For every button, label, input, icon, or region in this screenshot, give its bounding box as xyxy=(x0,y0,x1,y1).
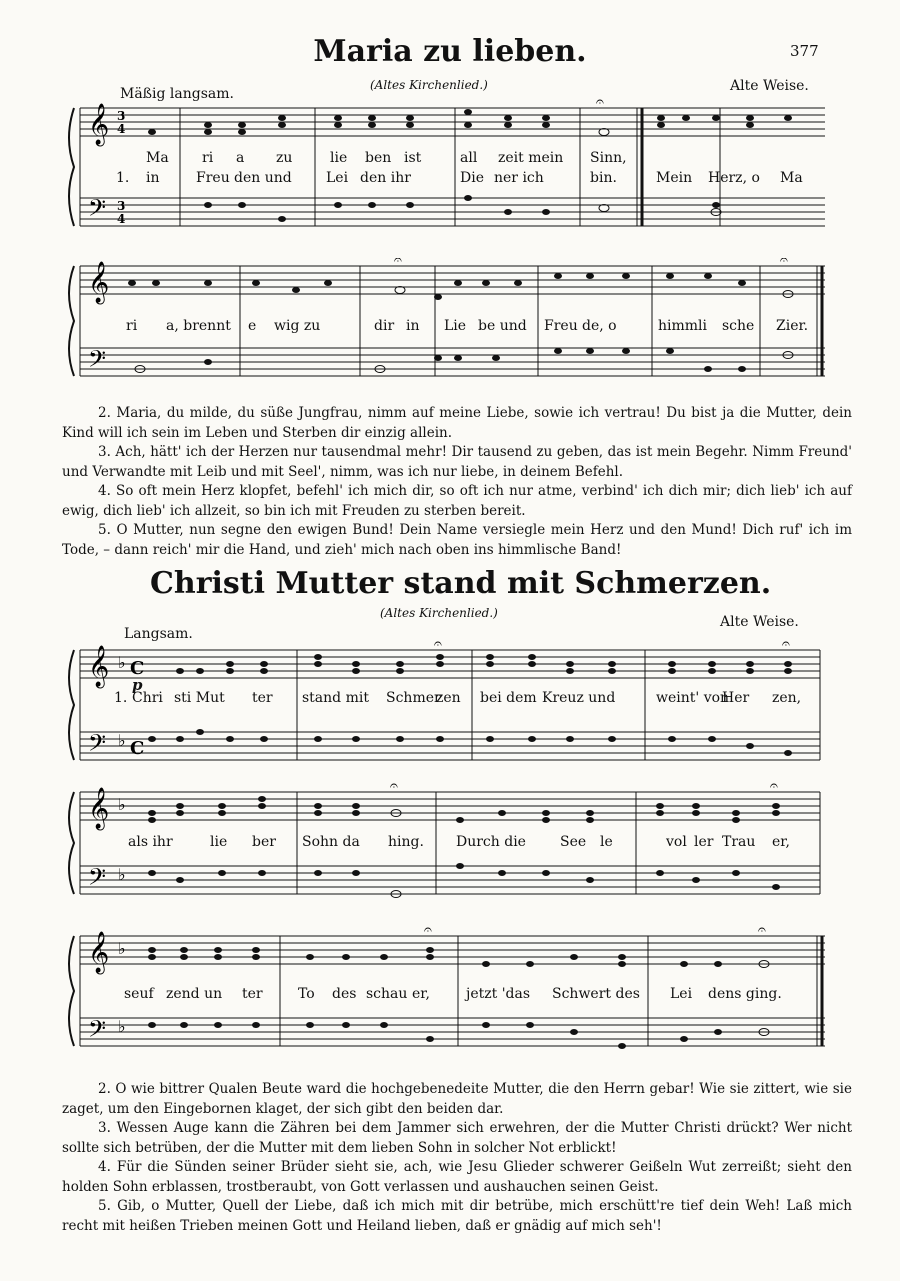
song1-melody-source: Alte Weise. xyxy=(730,78,809,94)
song2-syllable: Schmer xyxy=(386,690,441,706)
song2-syllable: stand mit xyxy=(302,690,369,706)
song1-subtitle: (Altes Kirchenlied.) xyxy=(370,78,488,92)
song2-verse-5: 5. Gib, o Mutter, Quell der Liebe, daß ich mich mit dir betrübe, mich erschütt're tief dein Weh! Laß mich recht mit heißen Trieben meinen Gott und Heiland lieben, daß er gnädig auf mich seh'! xyxy=(62,1198,852,1234)
song1-syllable: be und xyxy=(478,318,527,334)
song1-verse-4: 4. So oft mein Herz klopfet, befehl' ich mich dir, so oft ich nur atme, verbind' ich dich mir; dich lieb' ich auf ewig, dich lieb' ich allzeit, so bin ich mit Freuden zu sterben bereit. xyxy=(62,483,852,519)
song1-syllable: Freu xyxy=(196,170,230,186)
song2-verses xyxy=(62,1080,852,1236)
svg-text:𝄢: 𝄢 xyxy=(88,729,107,762)
svg-text:𝄞: 𝄞 xyxy=(88,646,110,687)
song1-syllable: Lie xyxy=(444,318,467,334)
song2-title: Christi Mutter stand mit Schmerzen. xyxy=(150,566,772,601)
song2-syllable: Durch die xyxy=(456,834,526,850)
svg-text:𝄐: 𝄐 xyxy=(770,780,778,794)
song2-syllable: seuf xyxy=(124,986,154,1002)
song2-system-2 xyxy=(60,780,830,920)
svg-text:♭: ♭ xyxy=(118,939,126,958)
song2-syllable: schau xyxy=(366,986,408,1002)
song2-syllable: als ihr xyxy=(128,834,173,850)
song2-syllable: ber xyxy=(252,834,276,850)
song1-syllable: zeit mein xyxy=(498,150,564,166)
song1-syllable: ben xyxy=(365,150,392,166)
song2-syllable: er, xyxy=(772,834,790,850)
svg-text:♭: ♭ xyxy=(118,795,126,814)
song1-syllable: Lei xyxy=(326,170,349,186)
svg-text:𝄐: 𝄐 xyxy=(780,258,788,268)
song1-syllable: in xyxy=(146,170,160,186)
svg-text:𝄐: 𝄐 xyxy=(782,638,790,652)
song2-syllable: ler xyxy=(694,834,714,850)
song2-syllable: Kreuz und xyxy=(542,690,616,706)
song2-syllable: To xyxy=(298,986,315,1002)
song2-syllable: hing. xyxy=(388,834,424,850)
song2-syllable: ter xyxy=(252,690,273,706)
svg-text:𝄢: 𝄢 xyxy=(88,345,107,378)
svg-text:𝄐: 𝄐 xyxy=(434,638,442,652)
svg-text:𝄐: 𝄐 xyxy=(424,924,432,938)
song2-tempo: Langsam. xyxy=(124,626,193,642)
song1-syllable: a xyxy=(236,150,245,166)
svg-text:♭: ♭ xyxy=(118,865,126,884)
svg-text:𝄞: 𝄞 xyxy=(88,104,110,145)
song2-syllable: sti Mut xyxy=(174,690,225,706)
song2-syllable: Schwert des xyxy=(552,986,640,1002)
song2-syllable: bei dem xyxy=(480,690,537,706)
page-number: 377 xyxy=(790,42,819,60)
song1-verse-5: 5. O Mutter, nun segne den ewigen Bund! Dein Name versiegle mein Herz und den Mund! Dich ruf' ich im Tode, – dann reich' mir die Hand, und zieh' mich nach oben ins himmlische Band! xyxy=(62,522,852,558)
song1-syllable: lie xyxy=(330,150,348,166)
song2-melody-source: Alte Weise. xyxy=(720,614,799,630)
song2-verse-3: 3. Wessen Auge kann die Zähren bei dem Jammer sich erwehren, der die Mutter Christi drückt? Wer nicht sollte sich betrüben, der die Mutter mit dem lieben Sohn in solcher Not erblickt! xyxy=(62,1120,852,1156)
svg-text:𝄢: 𝄢 xyxy=(88,1015,107,1048)
svg-text:♭: ♭ xyxy=(118,731,126,750)
svg-text:C: C xyxy=(130,738,145,759)
song2-system-1 xyxy=(60,638,830,778)
svg-text:𝄐: 𝄐 xyxy=(394,258,402,268)
song1-syllable: Ma xyxy=(780,170,803,186)
song2-syllable: des xyxy=(332,986,357,1002)
song2-syllable: weint' von xyxy=(656,690,730,706)
song2-syllable: lie xyxy=(210,834,228,850)
song1-syllable: e xyxy=(248,318,257,334)
song2-syllable: Sohn da xyxy=(302,834,360,850)
song2-syllable: zend un xyxy=(166,986,223,1002)
song1-syllable: in xyxy=(406,318,420,334)
song1-syllable: den ihr xyxy=(360,170,411,186)
song1-syllable: Die xyxy=(460,170,484,186)
song1-syllable: ner ich xyxy=(494,170,544,186)
song1-syllable: Zier. xyxy=(776,318,809,334)
svg-text:♭: ♭ xyxy=(118,653,126,672)
song2-subtitle: (Altes Kirchenlied.) xyxy=(380,606,498,620)
song2-syllable: er, xyxy=(412,986,430,1002)
svg-text:𝄐: 𝄐 xyxy=(758,924,766,938)
song1-verses xyxy=(62,404,852,560)
svg-text:3: 3 xyxy=(117,109,126,123)
song2-verse-4: 4. Für die Sünden seiner Brüder sieht sie, ach, wie Jesu Glieder schwerer Geißeln Wut zerreißt; sieht den holden Sohn erblassen, trostberaubt, von Gott verlassen und aushauchen seinen Geist. xyxy=(62,1159,852,1195)
song2-syllable: Her xyxy=(722,690,750,706)
song2-syllable: vol xyxy=(666,834,687,850)
song2-syllable: Trau xyxy=(722,834,756,850)
svg-text:𝄞: 𝄞 xyxy=(88,932,110,973)
song2-syllable: dens ging. xyxy=(708,986,782,1002)
song1-syllable: Mein xyxy=(656,170,693,186)
song2-syllable: ter xyxy=(242,986,263,1002)
svg-text:♭: ♭ xyxy=(118,1017,126,1036)
song1-syllable: ri xyxy=(202,150,214,166)
song1-syllable: den und xyxy=(234,170,292,186)
svg-text:𝄞: 𝄞 xyxy=(88,788,110,829)
song1-syllable: a, brennt xyxy=(166,318,231,334)
song1-tempo: Mäßig langsam. xyxy=(120,86,234,102)
svg-text:C: C xyxy=(130,658,145,679)
song1-syllable: sche xyxy=(722,318,755,334)
song1-title: Maria zu lieben. xyxy=(313,34,587,69)
song2-syllable: jetzt 'das xyxy=(466,986,531,1002)
song1-syllable: de, o xyxy=(582,318,617,334)
svg-text:𝄐: 𝄐 xyxy=(390,780,398,794)
song1-syllable: dir xyxy=(374,318,395,334)
song1-syllable: 1. xyxy=(116,170,130,186)
song2-syllable: zen, xyxy=(772,690,802,706)
song2-syllable: le xyxy=(600,834,613,850)
svg-text:4: 4 xyxy=(117,212,126,226)
song2-syllable: zen xyxy=(436,690,461,706)
song1-syllable: himm xyxy=(658,318,699,334)
song2-syllable: 1. xyxy=(114,690,128,706)
song1-syllable: wig zu xyxy=(274,318,321,334)
song1-syllable: all xyxy=(460,150,478,166)
song1-syllable: Freu xyxy=(544,318,578,334)
song1-syllable: Herz, o xyxy=(708,170,760,186)
svg-text:4: 4 xyxy=(117,122,126,136)
song1-syllable: ri xyxy=(126,318,138,334)
svg-text:𝄞: 𝄞 xyxy=(88,262,110,303)
song2-syllable: Lei xyxy=(670,986,693,1002)
song1-verse-2: 2. Maria, du milde, du süße Jungfrau, nimm auf meine Liebe, sowie ich vertrau! Du bist ja die Mutter, dein Kind will ich sein im Leben und Sterben dir einzig allein. xyxy=(62,405,852,441)
svg-text:𝄢: 𝄢 xyxy=(88,863,107,896)
song1-syllable: bin. xyxy=(590,170,617,186)
song2-dynamic-mark: p xyxy=(132,676,143,694)
song1-syllable: Ma xyxy=(146,150,169,166)
song1-syllable: Sinn, xyxy=(590,150,627,166)
song1-verse-3: 3. Ach, hätt' ich der Herzen nur tausendmal mehr! Dir tausend zu geben, das ist mein Begehr. Nimm Freund' und Verwandte mit Leib und mit Seel', nimm, was ich nur liebe, in deinem Befehl. xyxy=(62,444,852,480)
song2-verse-2: 2. O wie bittrer Qualen Beute ward die hochgebenedeite Mutter, die den Herrn gebar! Wie sie zittert, wie sie zaget, um den Eingebornen klaget, der sich gibt den beiden dar. xyxy=(62,1081,852,1117)
svg-text:𝄐: 𝄐 xyxy=(596,98,604,110)
svg-text:3: 3 xyxy=(117,199,126,213)
svg-text:𝄢: 𝄢 xyxy=(88,194,107,227)
song2-syllable: Chri xyxy=(132,690,163,706)
song1-syllable: li xyxy=(698,318,707,334)
song2-syllable: See xyxy=(560,834,587,850)
song1-syllable: zu xyxy=(276,150,293,166)
song1-syllable: ist xyxy=(404,150,422,166)
